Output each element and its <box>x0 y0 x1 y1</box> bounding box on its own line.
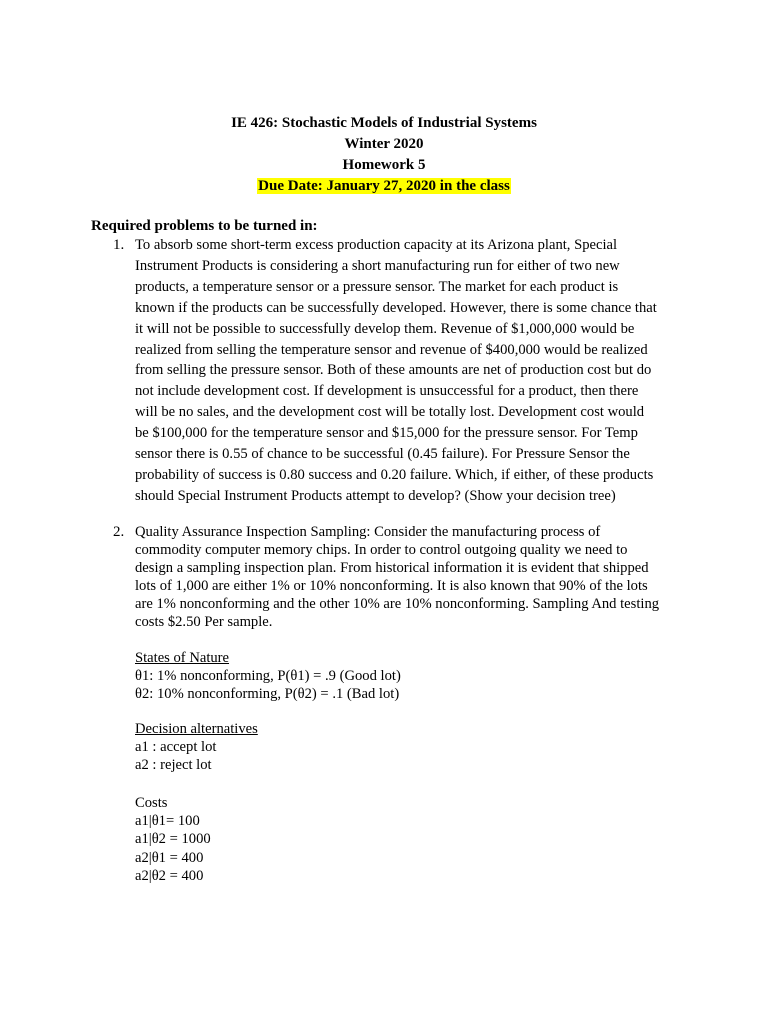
problem-2-line: lots of 1,000 are either 1% or 10% nonconforming. It is also known that 90% of the lots <box>135 577 648 594</box>
cost-item: a1|θ2 = 1000 <box>135 831 211 848</box>
cost-item: a2|θ2 = 400 <box>135 867 204 884</box>
problem-1-line: products, a temperature sensor or a pressure sensor. The market for each product is <box>135 278 619 295</box>
document-header <box>0 113 768 197</box>
problem-1-line: should Special Instrument Products attempt to develop? (Show your decision tree) <box>135 487 616 504</box>
states-title: States of Nature <box>135 650 230 666</box>
problem-1-line: known if the products can be successfully developed. However, there is some chance that <box>135 299 657 316</box>
problem-2-number: 2. <box>113 524 125 540</box>
problem-1-number: 1. <box>113 237 125 253</box>
problem-1-line: will be no sales, and the development cost will be totally lost. Development cost would <box>135 404 645 421</box>
problem-2-line: are 1% nonconforming and the other 10% are 10% nonconforming. Sampling And testing <box>135 595 660 612</box>
cost-item: a2|θ1 = 400 <box>135 849 204 866</box>
problem-1-line: it will not be possible to successfully develop them. Revenue of $1,000,000 would be <box>135 320 635 337</box>
problem-1-line: be $100,000 for the temperature sensor and $15,000 for the pressure sensor. For Temp <box>135 425 638 442</box>
state-item: θ2: 10% nonconforming, P(θ2) = .1 (Bad lot) <box>135 686 400 703</box>
decision-item: a1 : accept lot <box>135 739 217 756</box>
course-title: IE 426: Stochastic Models of Industrial Systems <box>231 115 537 131</box>
costs-title: Costs <box>135 795 168 811</box>
problem-2-line: commodity computer memory chips. In order to control outgoing quality we need to <box>135 541 628 558</box>
problem-1-text <box>135 235 680 507</box>
problem-1-line: realized from selling the temperature sensor and revenue of $400,000 would be realized <box>135 341 648 358</box>
term-label: Winter 2020 <box>344 136 424 152</box>
cost-item: a1|θ1= 100 <box>135 813 200 830</box>
states-of-nature <box>135 649 401 704</box>
problem-2-line: costs $2.50 Per sample. <box>135 613 273 630</box>
decisions-title: Decision alternatives <box>135 721 258 737</box>
section-title: Required problems to be turned in: <box>91 218 318 234</box>
state-item: θ1: 1% nonconforming, P(θ1) = .9 (Good lot) <box>135 668 401 685</box>
problem-2-text <box>135 524 680 631</box>
costs <box>135 794 211 885</box>
problem-1-line: To absorb some short-term excess production capacity at its Arizona plant, Special <box>135 237 618 253</box>
problem-1-line: not include development cost. If development is unsuccessful for a product, then there <box>135 383 639 400</box>
homework-title: Homework 5 <box>342 157 426 173</box>
problem-2-line: design a sampling inspection plan. From historical information it is evident that shipped <box>135 559 649 576</box>
problem-1-line: sensor there is 0.55 of chance to be successful (0.45 failure). For Pressure Sensor the <box>135 446 630 463</box>
problem-1-line: Instrument Products is considering a short manufacturing run for either of two new <box>135 257 620 274</box>
problem-2-line: Quality Assurance Inspection Sampling: Consider the manufacturing process of <box>135 524 601 540</box>
decision-item: a2 : reject lot <box>135 757 212 774</box>
problem-1-line: from selling the pressure sensor. Both of these amounts are net of production cost but do <box>135 362 652 379</box>
due-date-highlight: Due Date: January 27, 2020 in the class <box>258 178 510 194</box>
problem-1-line: probability of success is 0.80 success and 0.20 failure. Which, if either, of these products <box>135 466 654 483</box>
decision-alternatives <box>135 720 258 775</box>
